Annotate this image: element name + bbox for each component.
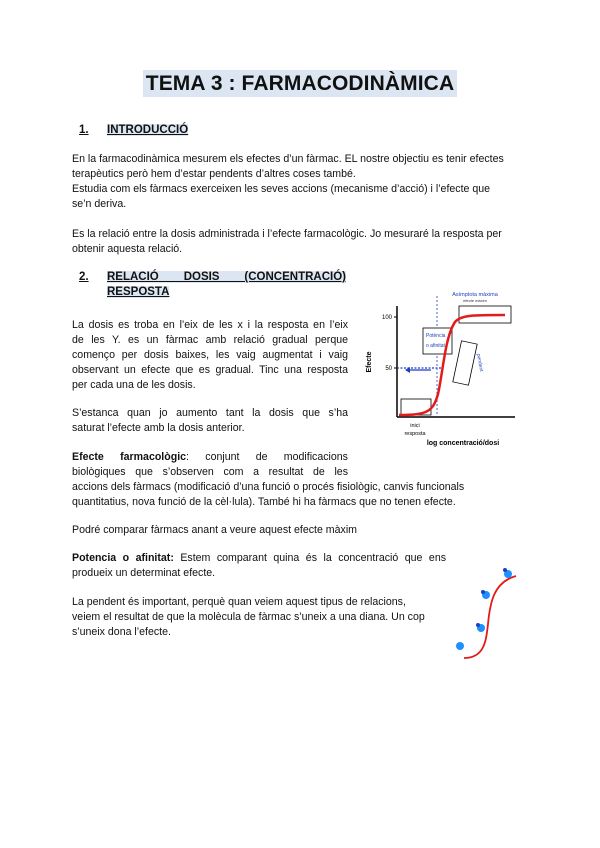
- drug-molecule-icon: [476, 623, 480, 627]
- dose-line: La dosis es troba en l’eix de les x i la resposta en l’eix: [72, 319, 348, 331]
- y-axis-label: Efecte: [366, 351, 373, 373]
- compare-line: Podré comparar fàrmacs anant a veure aquest efecte màxim: [72, 524, 357, 536]
- dose-line: observant un efecte que es gradual. Tinc una resposta: [72, 364, 348, 376]
- effect-line: quantitatius, nova funció de la cèl·lula). També hi ha fàrmacs que no tenen efecte.: [72, 496, 456, 508]
- y-tick-100: 100: [381, 315, 392, 321]
- onset-label: inici: [410, 423, 420, 429]
- dose-response-figure: [355, 282, 530, 452]
- intro-line: En la farmacodinàmica mesurem els efectes d’un fàrmac. EL nostre objectiu es tenir efectes: [72, 153, 504, 165]
- section-2-heading-line1: RELACIÓ DOSIS (CONCENTRACIÓ): [107, 271, 346, 283]
- x-axis-label: log concentració/dosi: [426, 440, 500, 447]
- drug-molecule-icon: [481, 590, 485, 594]
- potency-line: Potencia o afinitat: Estem comparant quina és la concentració que ens: [72, 552, 447, 564]
- asymptote-sublabel: efecte màxim: [463, 298, 487, 303]
- dose-line: per cada una de les dosis.: [72, 379, 196, 391]
- dose-line: de les Y. es un fàrmac amb relació gradual perque: [72, 334, 348, 346]
- slope-label: pendent: [475, 353, 485, 373]
- potency-line: produeix un determinat efecte.: [72, 567, 216, 579]
- potency-label: Potència: [426, 333, 446, 339]
- dose-line: començo per dosis baixes, les vaig augmentat i vaig: [72, 349, 348, 361]
- slope-line: La pendent és important, perquè quan veiem aquest tipus de relacions,: [72, 596, 406, 608]
- potency-label: o afinitat: [426, 343, 445, 349]
- section-2-heading-line2: RESPOSTA: [107, 286, 170, 298]
- section-1-heading: INTRODUCCIÓ: [107, 124, 189, 136]
- effect-line: biològiques que s’observen com a resultat de les: [72, 466, 348, 478]
- section-1-number: 1.: [79, 124, 89, 136]
- effect-line: accions dels fàrmacs (modificació d’una funció o procés fisiològic, canvis funcionals: [72, 481, 465, 493]
- slope-box: [453, 341, 477, 385]
- binding-curve-figure: [450, 562, 530, 672]
- effect-line: Efecte farmacològic: conjunt de modificacions: [72, 451, 348, 463]
- slope-line: s’uneix dona l’efecte.: [72, 626, 171, 638]
- intro-line: se’n deriva.: [72, 198, 127, 210]
- drug-molecule-icon: [503, 568, 507, 572]
- intro-line: obtenir aquesta relació.: [72, 243, 183, 255]
- section-2-number: 2.: [79, 271, 89, 283]
- intro-line: terapèutics però hem d’estar pendents d’altres coses també.: [72, 168, 356, 180]
- intro-line: Es la relació entre la dosis administrada i l’efecte farmacològic. Jo mesuraré la resposta per: [72, 228, 502, 240]
- drug-molecule-icon: [456, 642, 464, 650]
- slope-line: veiem el resultat de que la molècula de fàrmac s’uneix a una diana. Un cop: [72, 611, 425, 623]
- y-tick-50: 50: [385, 366, 392, 372]
- asymptote-label: Asímptota màxima: [452, 292, 498, 298]
- dose-line: S’estanca quan jo aumento tant la dosis que s’ha: [72, 407, 348, 419]
- binding-curve: [464, 576, 516, 658]
- page-title: TEMA 3 : FARMACODINÀMICA: [0, 72, 600, 96]
- dose-line: saturat l’efecte amb la dosis anterior.: [72, 422, 245, 434]
- onset-label: resposta: [404, 431, 426, 437]
- intro-line: Estudia com els fàrmacs exerceixen les seves accions (mecanisme d’acció) i l’efecte que: [72, 183, 491, 195]
